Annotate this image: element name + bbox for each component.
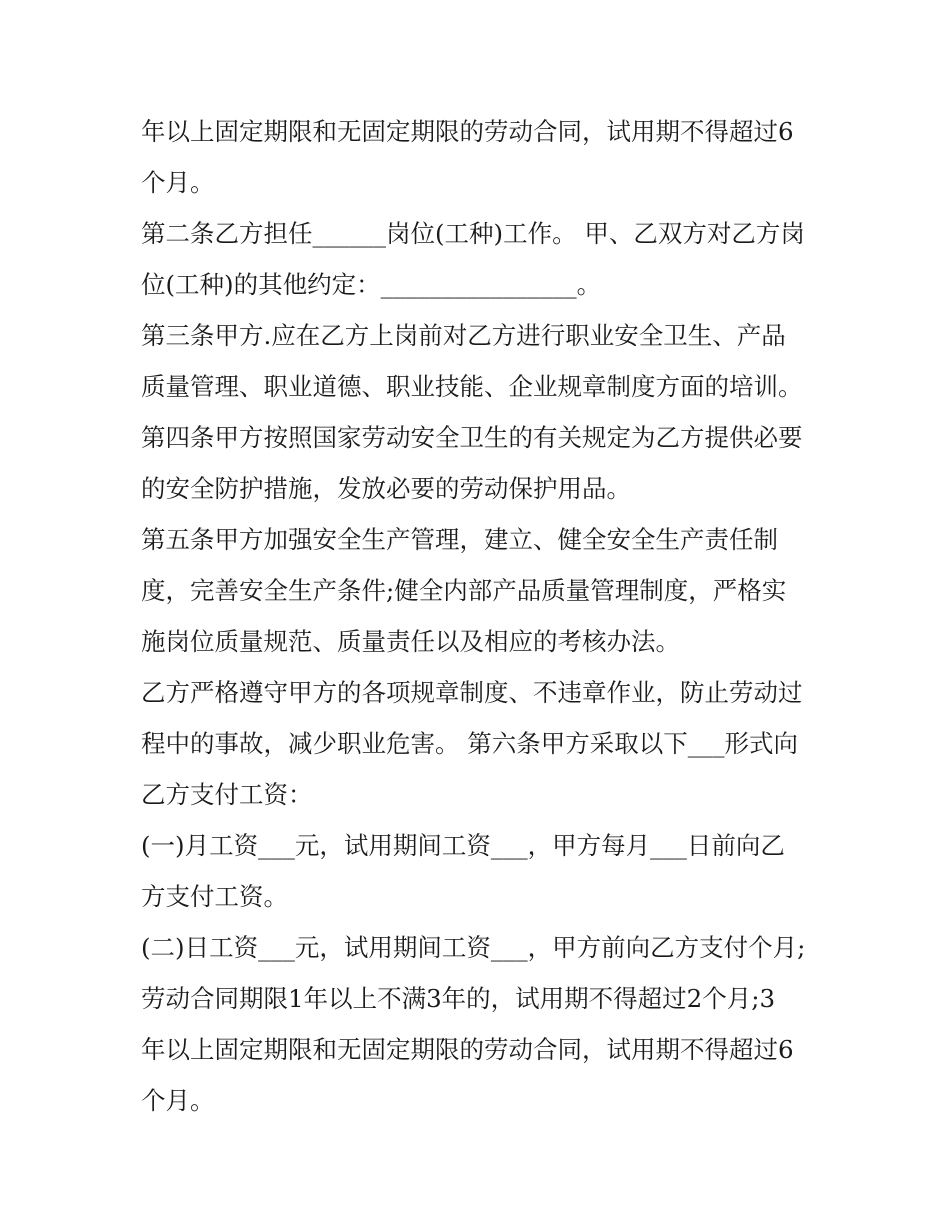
text-line: (二)日工资___元，试用期间工资___，甲方前向乙方支付个月; xyxy=(141,933,806,962)
text-line: 度，完善安全生产条件;健全内部产品质量管理制度，严格实 xyxy=(141,576,787,605)
text-line: 程中的事故，减少职业危害。 第六条甲方采取以下___形式向 xyxy=(141,729,799,758)
text-line: 乙方严格遵守甲方的各项规章制度、不违章作业，防止劳动过 xyxy=(141,678,803,707)
text-line: 第五条甲方加强安全生产管理，建立、健全安全生产责任制 xyxy=(141,525,778,554)
text-line: 第三条甲方.应在乙方上岗前对乙方进行职业安全卫生、产品 xyxy=(141,321,786,350)
text-line: 位(工种)的其他约定：________________。 xyxy=(141,270,602,299)
text-line: 质量管理、职业道德、职业技能、企业规章制度方面的培训。 xyxy=(141,372,803,401)
text-line: 第二条乙方担任______岗位(工种)工作。 甲、乙双方对乙方岗 xyxy=(141,219,805,248)
text-line: 个月。 xyxy=(141,168,215,197)
text-line: 个月。 xyxy=(141,1086,215,1115)
text-line: 乙方支付工资： xyxy=(141,780,313,809)
text-line: 第四条甲方按照国家劳动安全卫生的有关规定为乙方提供必要 xyxy=(141,423,803,452)
text-line: 的安全防护措施，发放必要的劳动保护用品。 xyxy=(141,474,631,503)
text-line: 劳动合同期限1年以上不满3年的，试用期不得超过2个月;3 xyxy=(141,984,776,1013)
text-line: 年以上固定期限和无固定期限的劳动合同，试用期不得超过6 xyxy=(141,117,794,146)
text-line: 施岗位质量规范、质量责任以及相应的考核办法。 xyxy=(141,627,680,656)
document-body xyxy=(141,106,821,1126)
text-line: 年以上固定期限和无固定期限的劳动合同，试用期不得超过6 xyxy=(141,1035,794,1064)
text-line: (一)月工资___元，试用期间工资___，甲方每月___日前向乙 xyxy=(141,831,785,860)
text-line: 方支付工资。 xyxy=(141,882,288,911)
